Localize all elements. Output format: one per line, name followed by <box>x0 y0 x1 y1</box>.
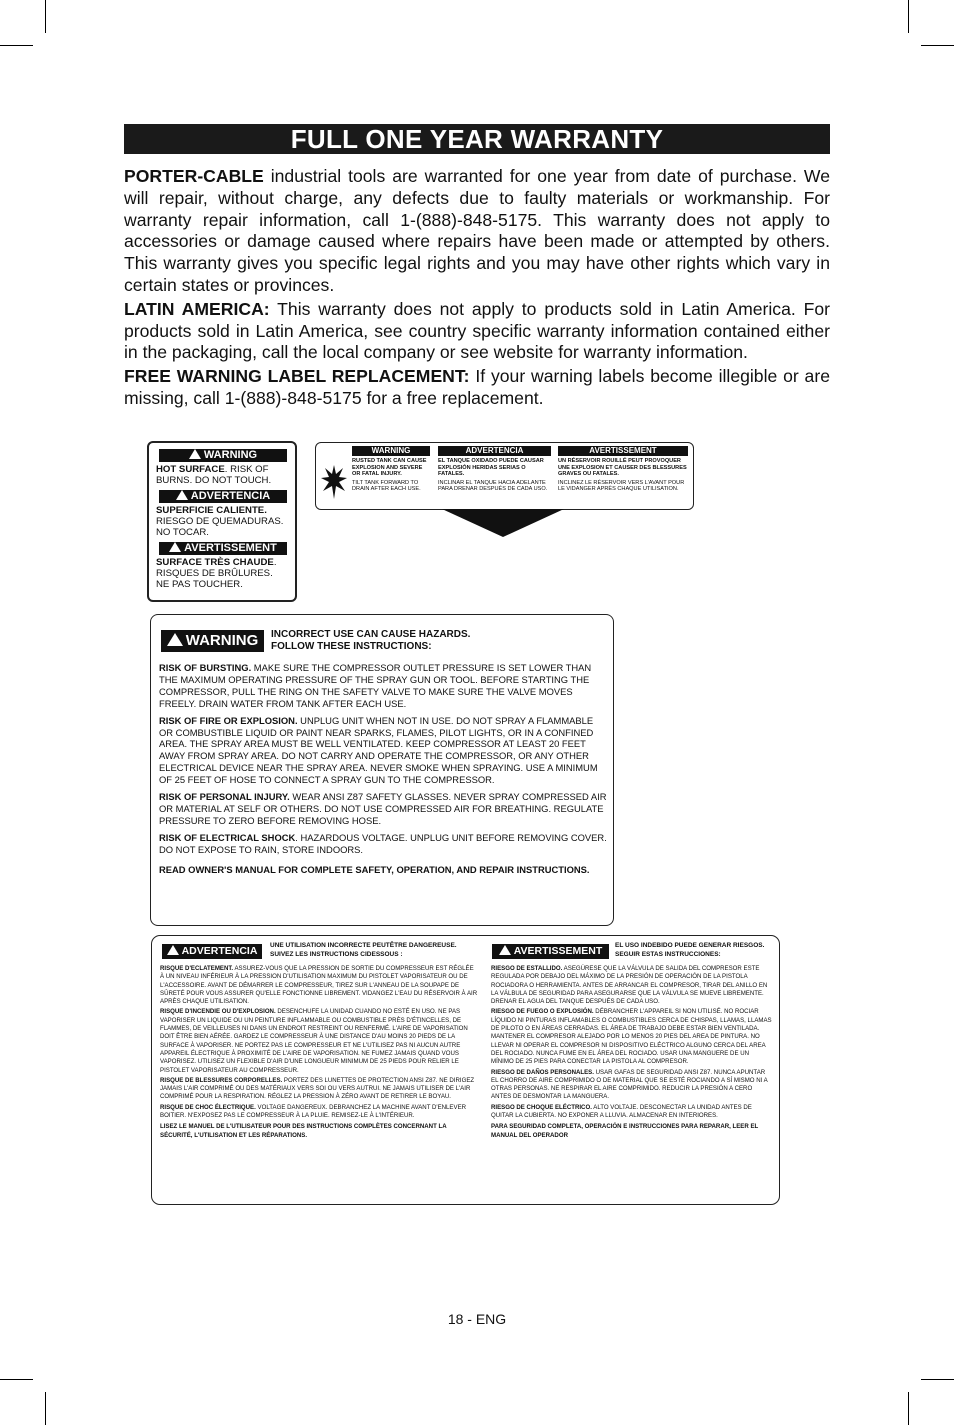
warning-triangle-icon <box>176 490 188 500</box>
warning-tag <box>352 446 430 456</box>
warning-item <box>159 662 607 710</box>
warning-item <box>160 1077 478 1102</box>
hot-surface-label <box>147 441 297 602</box>
tag-text: ADVERTENCIA <box>465 446 524 455</box>
tag-text: ADVERTENCIA <box>181 945 258 957</box>
tank-label-arrow-icon <box>442 509 564 539</box>
paragraph-lead: FREE WARNING LABEL REPLACEMENT: <box>124 366 470 387</box>
warning-item <box>491 1008 773 1066</box>
label-header: INCORRECT USE CAN CAUSE HAZARDS. FOLLOW THESE INSTRUCTIONS: <box>271 629 471 653</box>
crop-mark <box>921 45 954 46</box>
item-text: WEAR ANSI Z87 SAFETY GLASSES. NEVER SPRAY COMPRESSED AIR OR MATERIAL AT SELF OR OTHERS. DO NOT USE COMPRESSED AIR FOR BREATHING. REGULATE PRESSURE TO ZERO BEFORE REMOVING HOSE. <box>159 791 607 826</box>
crop-mark <box>0 45 33 46</box>
tank-en-rest: TILT TANK FORWARD TO DRAIN AFTER EACH USE. <box>352 479 421 493</box>
item-lead: RISQUE D'INCENDIE OU D'EXPLOSION. <box>160 1008 276 1016</box>
hot-es-rest: RIESGO DE QUEMADURAS. NO TOCAR. <box>156 516 284 538</box>
warning-item <box>160 1104 478 1121</box>
item-text: UNPLUG UNIT WHEN NOT IN USE. DO NOT SPRAY A FLAMMABLE OR COMBUSTIBLE LIQUID OR PAINT NEAR SPARKS, FLAMES, PILOT LIGHTS, OR IN A CONFINED AREA. THE SPRAY AREA MUST BE WELL VENTILATED. KEEP COMPRESSOR AT LEAST 20 FEET AWAY FROM SPRAY AREA. DO NOT CARRY AND OPERATE THE COMPRESSOR, OR ANY OTHER ELECTRICAL DEVICE NEAR THE SPRAY AREA. NEVER SMOKE WHEN SPRAYING. USE A MINIMUM OF 25 FEET OF HOSE TO CONNECT A SPRAY GUN TO THE COMPRESSOR. <box>159 714 598 786</box>
item-text: . HAZARDOUS VOLTAGE. UNPLUG UNIT BEFORE REMOVING COVER. DO NOT EXPOSE TO RAIN, STORE INDOORS. <box>159 831 607 855</box>
label-replacement-paragraph <box>124 366 830 410</box>
item-text: ALTO VOLTAJE. DESCONECTAR LA UNIDAD ANTES DE QUITAR LA CUBIERTA. NO EXPONER A LLUVIA. ALMACENAR EN INTERIORES. <box>491 1103 752 1120</box>
warning-item <box>491 965 773 1006</box>
explosion-icon <box>321 465 347 499</box>
rusted-tank-label <box>315 442 694 510</box>
es-items <box>491 965 773 1140</box>
label-footer: READ OWNER'S MANUAL FOR COMPLETE SAFETY, OPERATION, AND REPAIR INSTRUCTIONS. <box>159 863 590 875</box>
item-lead: RIESGO DE CHOQUE ELÉCTRICO. <box>491 1103 592 1111</box>
warranty-paragraph <box>124 166 830 297</box>
hot-en-rest: . RISK OF BURNS. DO NOT TOUCH. <box>156 464 272 486</box>
avertissement-tag <box>558 446 688 456</box>
paragraph-lead: LATIN AMERICA: <box>124 298 270 319</box>
tag-text: WARNING <box>185 632 259 649</box>
crop-mark <box>0 1379 33 1380</box>
french-spanish-warning-label <box>151 935 780 1205</box>
label-header: EL USO INDEBIDO PUEDE GENERAR RIESGOS. SEGUIR ESTAS INSTRUCCIONES: <box>615 942 765 958</box>
paragraph-text: industrial tools are warranted for one year from date of purchase. We will repair, without charge, any defects due to faulty materials or workmanship. For warranty repair information, call 1-(888)-848-5175. This warranty does not apply to accessories or damage caused where repairs have been made or attempted by others. This warranty gives you specific legal rights and you may have other rights which vary in certain states or provinces. <box>124 166 830 295</box>
item-lead: RISQUE DE CHOC ÉLECTRIQUE. <box>160 1103 256 1111</box>
item-lead: RISK OF FIRE OR EXPLOSION. <box>159 714 298 726</box>
item-text: ASSUREZ-VOUS QUE LA PRESSION DE SORTIE DU COMPRESSEUR EST RÉGLÉE À UN NIVEAU INFÉRIEUR À LA PRESSION D'UTILISATION MAXIMUM DU PISTOLET VAPORISATEUR OU DE L'ACCESSOIRE. AVANT DE DÉMARRER LE COMPRESSEUR, TIREZ SUR L'ANNEAU DE LA SOUPAPE DE SÛRETÉ POUR VOUS ASSURER QU'ELLE FONCTIONNE LIBREMENT. VIDANGEZ L'EAU DU RÉSERVOIR À AIR APRÈS CHAQUE UTILISATION. <box>160 965 478 1006</box>
warning-triangle-icon <box>167 945 179 955</box>
warranty-body <box>124 166 830 412</box>
tag-text: WARNING <box>203 449 258 461</box>
warning-triangle-icon <box>499 945 511 955</box>
avertissement-tag <box>492 944 609 959</box>
tank-es-bold: EL TANQUE OXIDADO PUEDE CAUSAR EXPLOSIÓN HERIDAS SERIAS O FATALES. <box>438 458 544 478</box>
item-lead: RIESGO DE FUEGO O EXPLOSIÓN. <box>491 1008 594 1016</box>
crop-mark <box>908 1392 909 1425</box>
warning-items <box>159 662 607 876</box>
brand-name: PORTER-CABLE <box>124 166 264 186</box>
item-text: DESENCHUFE LA UNIDAD CUANDO NO ESTÉ EN USO. NE PAS VAPORISER UN LIQUIDE OU UN PEINTURE INFLAMMABLE OU COMBUSTIBLE PRÈS D'ÉTINCELLES, DE FLAMMES, DE VEILLEUSES NI DANS UN ENDROIT RESTREINT OU RENFERMÉ. L'AIRE DE VAPORISATION DOIT ÊTRE BIEN AÉRÉE. GARDEZ LE COMPRESSEUR À UNE DISTANCE D'AU MOINS 20 PIEDS DE LA SURFACE À VAPORISER. NE PORTEZ PAS LE COMPRESSEUR ET NE L'UTILISEZ PAS NI AUCUN AUTRE APPAREIL ÉLECTRIQUE À PROXIMITÉ DE L'AIRE DE VAPORISATION. NE FUMEZ JAMAIS QUAND VOUS VAPORISEZ. UTILISEZ UN FLEXIBLE D'AIR D'UNE LONGUEUR MINIMUM DE 25 PIEDS POUR RELIER LE PISTOLET VAPORISATEUR AU COMPRESSEUR. <box>160 1008 468 1074</box>
tank-fr-bold: UN RÉSERVOIR ROUILLÉ PEUT PROVOQUER UNE EXPLOSION ET CAUSER DES BLESSURES GRAVES OU FATALES. <box>558 458 687 478</box>
hot-es-text <box>156 505 288 538</box>
tag-text: AVERTISSEMENT <box>589 446 657 455</box>
item-text: MAKE SURE THE COMPRESSOR OUTLET PRESSURE IS SET LOWER THAN THE MAXIMUM OPERATING PRESSURE OF THE SPRAY GUN OR TOOL. BEFORE STARTING THE COMPRESSOR, PULL THE RING ON THE SAFETY VALVE TO MAKE SURE THE VALVE MOVES FREELY. DRAIN WATER FROM TANK AFTER EACH USE. <box>159 662 592 709</box>
page-title: FULL ONE YEAR WARRANTY <box>124 124 830 154</box>
advertencia-tag <box>159 490 287 503</box>
tag-text: WARNING <box>371 446 411 455</box>
item-text: DÉBRANCHER L'APPAREIL SI NON UTILISÉ. NO ROCIAR LÍQUIDO NI PINTURAS INFLAMABLES O COMBUSTIBLES CERCA DE CHISPAS, LLAMAS, LLAMAS DE PILOTO O EN ÁREAS CERRADAS. EL ÁREA DE TRABAJO DEBE ESTAR BIEN VENTILADA. MANTENER EL COMPRESOR ALEJADO POR LO MENOS 20 PIES DEL AREA DE PINTURA. NO LLEVAR NI OPERAR EL COMPRESOR NI DISPOSITIVO ELÉCTRICO ALGUNO CERCA DEL AREA DEL ROCIADO. NUNCA FUME EN EL ÁREA DEL ROCIADO. USAR UNA MANGUERE DE UN MÍNIMO DE 25 PIES PARA CONECTAR LA PISTOLA AL COMPRESOR. <box>491 1008 772 1066</box>
latin-america-paragraph <box>124 299 830 364</box>
hot-fr-bold: SURFACE TRÈS CHAUDE <box>156 557 274 568</box>
item-lead: RISQUE D'ECLATEMENT. <box>160 965 234 972</box>
tank-en-block <box>352 446 430 493</box>
hot-fr-text <box>156 557 288 590</box>
item-text: PORTEZ DES LUNETTES DE PROTECTION ANSI Z87. NE DIRIGEZ JAMAIS L'AIR COMPRIMÉ OU DES MATÉRIAUX VERS SOI OU VERS AUTRUI. NE JAMAIS UTILISER DE L'AIR COMPRIMÉ POUR LA RESPIRATION. RÉGLEZ LA PRESSION À ZÉRO AVANT DE RETIRER LE BOYAU. <box>160 1076 475 1101</box>
tank-es-rest: INCLINAR EL TANQUE HACIA ADELANTE PARA DRENAR DESPUÉS DE CADA USO. <box>438 479 548 493</box>
paragraph-text: This warranty does not apply to products sold in Latin America. For products sold in Latin America, see country specific warranty information contained either in the packaging, call the local company or see website for warranty information. <box>124 298 830 363</box>
avertissement-tag <box>159 542 287 555</box>
tank-fr-rest: INCLINEZ LE RÉSERVOIR VERS L'AVANT POUR LE VIDANGER APRÈS CHAQUE UTILISATION. <box>558 479 685 493</box>
warning-item <box>159 791 607 827</box>
tag-text: AVERTISSEMENT <box>513 945 603 957</box>
crop-mark <box>921 1379 954 1380</box>
item-text: USAR GAFAS DE SEGURIDAD ANSI Z87. NUNCA APUNTAR EL CHORRO DE AIRE COMPRIMIDO O DE MATERIAL QUE SE ESTÉ ROCIANDO A SÍ MISMO NI A OTRAS PERSONAS. NE RESPIRAR EL AIRE COMPRIMIDO. REDUCIR LA PRESIÓN A CERO ANTES DE DESMONTAR LA MANGUERA. <box>491 1068 768 1101</box>
warning-item <box>491 1069 773 1102</box>
warning-triangle-icon <box>169 542 181 552</box>
label-header: UNE UTILISATION INCORRECTE PEUTÊTRE DANGEREUSE. SUIVEZ LES INSTRUCTIONS CIDESSOUS : <box>270 942 457 958</box>
hot-fr-rest: . RISQUES DE BRÛLURES. NE PAS TOUCHER. <box>156 557 277 590</box>
crop-mark <box>45 1392 46 1425</box>
item-text: ASEGÚRESE QUE LA VÁLVULA DE SALIDA DEL COMPRESOR ESTE REGULADA POR DEBAJO DEL MÁXIMO DE LA PRESIÓN DE OPERACIÓN DE LA PISTOLA ROCIADORA O HERRAMIENTA. ANTES DE ARRANCAR EL COMPRESOR, TIRAR DEL ANILLO EN LA VÁLBULA DE SEGURIDAD PARA ASEGURARSE QUE LA VÁLVULA SE MUEVE LIBREMENTE. DRENAR EL AGUA DEL TANQUE DESPUÉS DE CADA USO. <box>491 965 768 1006</box>
crop-mark <box>908 0 909 33</box>
tag-text: ADVERTENCIA <box>190 490 271 502</box>
hot-en-text <box>156 464 288 486</box>
item-lead: RIESGO DE ESTALLIDO. <box>491 965 563 972</box>
item-lead: RISK OF PERSONAL INJURY. <box>159 791 290 803</box>
item-lead: RISK OF ELECTRICAL SHOCK <box>159 831 296 843</box>
warning-triangle-icon <box>189 449 201 459</box>
advertencia-tag <box>162 944 262 959</box>
warning-item <box>491 1104 773 1121</box>
crop-mark <box>45 0 46 33</box>
tank-en-bold: RUSTED TANK CAN CAUSE EXPLOSION AND SEVERE OR FATAL INJURY. <box>352 458 427 478</box>
warning-triangle-icon <box>167 633 183 646</box>
tag-text: AVERTISSEMENT <box>184 542 277 554</box>
item-lead: RISQUE DE BLESSURES CORPORELLES. <box>160 1076 283 1084</box>
item-lead: RIESGO DE DAÑOS PERSONALES. <box>491 1068 594 1076</box>
label-footer: LISEZ LE MANUEL DE L'UTILISATEUR POUR DES INSTRUCTIONS COMPLÈTES CONCERNANT LA SÉCURITÉ, L'UTILISATION ET LES RÉPARATIONS. <box>160 1123 447 1139</box>
page-number: 18 - ENG <box>447 1311 507 1327</box>
item-text: VOLTAGE DANGEREUX. DEBRANCHEZ LA MACHINE AVANT D'ENLEVER BOITIER. N'EXPOSEZ PAS LE COMPRESSEUR À LA PLUIE. REMISEZ-LE À L'INTÉRIEUR. <box>160 1103 467 1120</box>
fr-items <box>160 965 478 1140</box>
advertencia-tag <box>438 446 551 456</box>
tank-fr-block <box>558 446 688 493</box>
warning-item <box>160 965 478 1006</box>
warning-tag <box>159 449 287 462</box>
hot-es-bold: SUPERFICIE CALIENTE. <box>156 505 267 516</box>
label-footer: PARA SEGURIDAD COMPLETA, OPERACIÓN E INSTRUCCIONES PARA REPARAR, LEER EL MANUAL DEL OPERADOR <box>491 1123 759 1139</box>
tank-es-block <box>438 446 551 493</box>
warning-tag <box>161 630 264 652</box>
warning-item <box>160 1008 478 1074</box>
item-lead: RISK OF BURSTING. <box>159 662 252 673</box>
english-warning-label <box>150 614 614 926</box>
warning-item <box>159 832 607 856</box>
paragraph-text: If your warning labels become illegible or are missing, call 1-(888)-848-5175 for a free replacement. <box>124 366 830 408</box>
hot-en-bold: HOT SURFACE <box>156 464 225 475</box>
warning-item <box>159 715 607 786</box>
